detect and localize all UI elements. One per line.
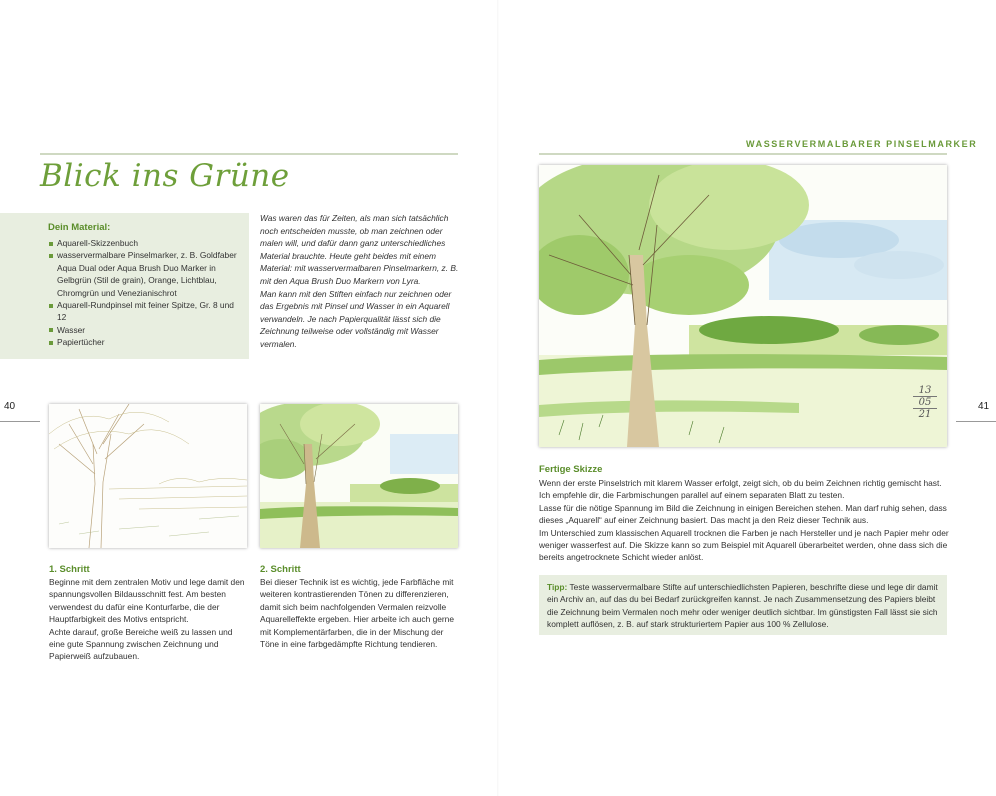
material-item: wasservermalbare Pinselmarker, z. B. Goldfaber Aqua Dual oder Aqua Brush Duo Marker in Gelbgrün (Stil de grain), Orange, Lichtblau, Chromgrün und Venezianischrot: [48, 249, 244, 299]
intro-text: Was waren das für Zeiten, als man sich tatsächlich noch entscheiden musste, ob man zeichnen oder malen will, und dafür dann ganz unterschiedliches Material brauchte. Heute geht beides mit einem Material: mit wasservermalbaren Pinselmarkern, z. B. mit den Aqua Brush Duo Markern von Lyra. Man kann mit den Stiften einfach nur zeichnen oder das Ergebnis mit Pinsel und Wasser in ein Aquarell verwandeln. Je nach Papierqualität lässt sich die Zeichnung teilweise oder vollständig mit Wasser vermalen.: [260, 213, 459, 349]
tip-label: Tipp:: [547, 582, 568, 592]
material-list: [48, 237, 244, 349]
final-text: Wenn der erste Pinselstrich mit klarem Wasser erfolgt, zeigt sich, ob du beim Zeichnen richtig gemischt hast. Ich empfehle dir, die Farbmischungen parallel auf einem separaten Blatt zu testen. Lasse für die nötige Spannung im Bild die Zeichnung in einigen Bereichen stehen. Man darf ruhig sehen, dass dieses „Aquarell“ auf einer Zeichnung basiert. Das macht ja den Reiz dieser Technik aus. Im Unterschied zum klassischen Aquarell trocknen die Farben je nach Hersteller und je nach Papier mehr oder weniger wasserfest auf. Die Skizze kann so zum Beispiel mit Aquarell überarbeitet werden, ohne dass sich die bereits angetrocknete Schicht wieder anlöst.: [539, 478, 949, 563]
step2-text: Bei dieser Technik ist es wichtig, jede Farbfläche mit weiteren kontrastierenden Tönen zu differenzieren, damit sich beim nachfolgenden Vermalen reizvolle Aquarelleffekte ergeben. Hier arbeite ich auch gerne mit Komplementärfarben, die in der Mischung der Töne in eine farbgedämpfte Richtung tendieren.: [260, 577, 454, 650]
date-day: 13: [918, 385, 932, 396]
page-number-left: 40: [4, 401, 16, 412]
material-title: Dein Material:: [48, 222, 111, 233]
step2-sketch-image: [260, 404, 458, 548]
right-margin-rule: [956, 421, 996, 422]
tip-paragraph: [547, 581, 941, 631]
material-item: Aquarell-Rundpinsel mit feiner Spitze, Gr. 8 und 12: [48, 299, 244, 324]
date-month: 05: [913, 396, 937, 409]
section-header: WASSERVERMALBARER PINSELMARKER: [746, 139, 978, 149]
page-fold: [497, 0, 499, 796]
material-item: Aquarell-Skizzenbuch: [48, 237, 244, 249]
right-top-rule: [539, 153, 947, 155]
final-sketch-image: [539, 165, 947, 447]
tip-text: Teste wasservermalbare Stifte auf unterschiedlichsten Papieren, beschrifte diese und lege dir damit ein Archiv an, auf das du bei Bedarf zurückgreifen kannst. Je nach Zusammensetzung des Papiers bleibt die Zeichnung beim Vermalen noch mehr oder weniger deutlich sichtbar. Im günstigsten Fall lässt sie sich komplett auflösen, z. B. auf stark strukturiertem Papier aus 100 % Zellulose.: [547, 582, 938, 630]
left-margin-rule: [0, 421, 40, 422]
tip-box: [539, 575, 947, 635]
page-title: Blick ins Grüne: [40, 158, 290, 194]
final-title: Fertige Skizze: [539, 464, 603, 475]
step1-sketch-image: [49, 404, 247, 548]
date-year: 21: [918, 409, 932, 420]
material-item: Papiertücher: [48, 336, 244, 348]
page-number-right: 41: [978, 401, 990, 412]
material-box: [0, 213, 249, 359]
step2-title: 2. Schritt: [260, 564, 301, 575]
left-top-rule: [40, 153, 458, 155]
step1-title: 1. Schritt: [49, 564, 90, 575]
material-item: Wasser: [48, 324, 244, 336]
date-mark: [913, 385, 937, 420]
step1-text: Beginne mit dem zentralen Motiv und lege damit den spannungsvollen Bildausschnitt fest. Am besten verwendest du dafür eine Konturfarbe, die der Hauptfarbigkeit des Motivs entspricht. Achte darauf, große Bereiche weiß zu lassen und eine gute Spannung zwischen Zeichnung und Papierweiß aufzubauen.: [49, 577, 245, 662]
